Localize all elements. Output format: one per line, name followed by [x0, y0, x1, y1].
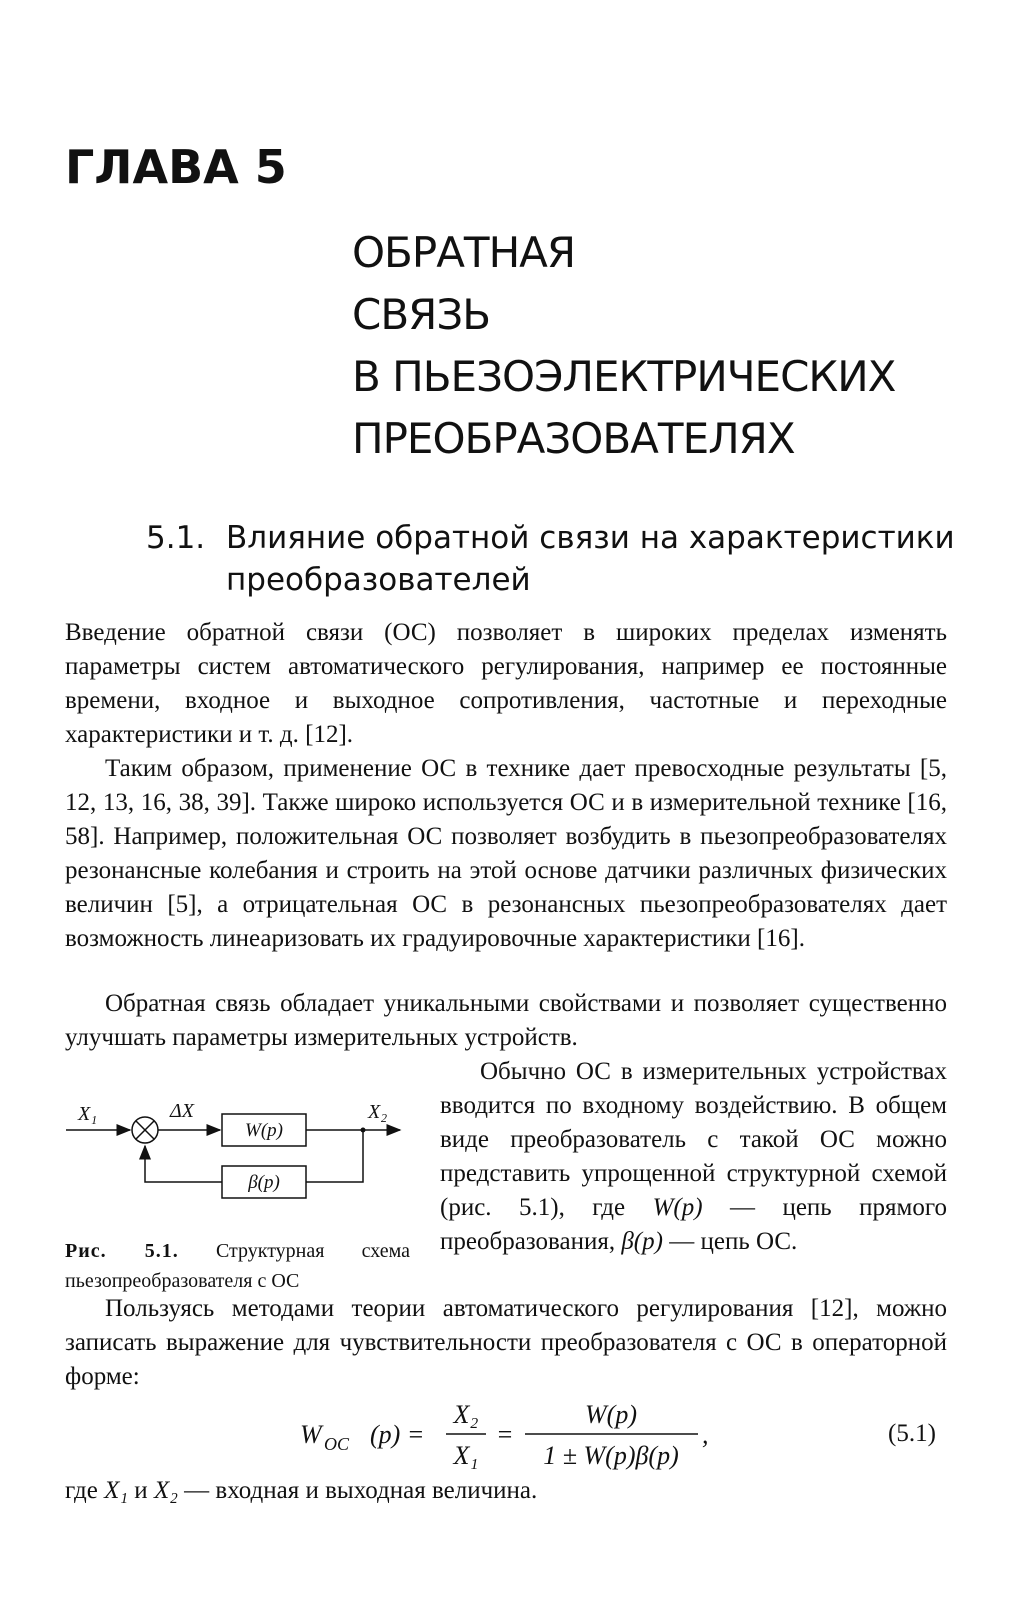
chapter-title-line-3: В ПЬЕЗОЭЛЕКТРИЧЕСКИХ	[352, 352, 896, 401]
output-label: X₂	[368, 1101, 388, 1123]
section-number: 5.1.	[146, 520, 206, 556]
paragraph-4-beta: β(p)	[621, 1228, 663, 1255]
paragraph-4-w: W(p)	[652, 1194, 703, 1221]
chapter-title-line-4: ПРЕОБРАЗОВАТЕЛЯХ	[352, 414, 795, 463]
equation-number: (5.1)	[888, 1420, 936, 1447]
input-label: X₁	[78, 1103, 98, 1125]
formula-eq2: =	[496, 1420, 514, 1449]
formula-tail: ,	[702, 1420, 709, 1449]
paragraph-6	[65, 1474, 947, 1508]
formula-lhs: W	[300, 1420, 322, 1449]
figure-caption-number: Рис. 5.1.	[65, 1240, 179, 1262]
paragraph-6-and: и	[134, 1477, 148, 1504]
chapter-label: ГЛАВА 5	[65, 140, 287, 194]
paragraph-6-x1: X₁	[104, 1477, 129, 1504]
paragraph-5: Пользуясь методами теории автоматического регулирования [12], можно записать выражение для чувствительности преобразователя с ОС в операторной форме:	[65, 1295, 947, 1390]
paragraph-6-text-a: где	[65, 1477, 98, 1504]
formula-lhs-arg: (p) =	[370, 1420, 425, 1449]
paragraph-1: Введение обратной связи (ОС) позволяет в широких пределах изменять параметры систем автоматического регулирования, например ее постоянные времени, входное и выходное сопротивления, частотные и переходные характеристики и т. д. [12].	[65, 619, 947, 748]
feedback-line-right	[306, 1130, 363, 1182]
figure-caption	[65, 1236, 410, 1296]
figure-caption-text: Структурная схема пьезопреобразователя с ОС	[65, 1240, 410, 1292]
paragraph-4-text-c: — цепь ОС.	[669, 1228, 798, 1255]
paragraph-4-text-b: — цепь прямого преобразования,	[440, 1194, 947, 1255]
chapter-title	[352, 222, 895, 470]
forward-block-label: W(p)	[245, 1120, 283, 1141]
formula-lhs-sub: OC	[324, 1434, 350, 1454]
chapter-title-line-1: ОБРАТНАЯ	[352, 228, 576, 277]
chapter-title-line-2: СВЯЗЬ	[352, 290, 491, 339]
section-heading	[146, 517, 1006, 601]
feedback-block-label: β(p)	[248, 1172, 280, 1193]
paragraph-4-text-a: Обычно ОС в измерительных устройствах вводится по входному воздействию. В общем виде преобразователь с такой ОС можно представить упрощенной структурной схемой (рис. 5.1), где	[440, 1058, 947, 1221]
paragraph-4	[440, 1055, 947, 1259]
formula-frac2-num: W(p)	[585, 1400, 637, 1429]
delta-label: ΔX	[170, 1100, 194, 1122]
formula-frac1-num: X₂	[453, 1400, 479, 1429]
formula-5-1	[300, 1398, 950, 1478]
formula-frac1-den: X₁	[453, 1441, 479, 1470]
paragraph-2: Таким образом, применение ОС в технике дает превосходные результаты [5, 12, 13, 16, 38, 39]. Также широко используется ОС и в измерительной технике [16, 58]. Например, положительная ОС позволяет возбудить в пьезопреобразователях резонансные колебания и строить на этой основе датчики различных физических величин [5], а отрицательная ОС в резонансных пьезопреобразователях дает возможность линеаризовать их градуировочные характеристики [16].	[65, 755, 947, 952]
paragraph-6-text-b: — входная и выходная величина.	[184, 1477, 538, 1504]
section-title-line-2: преобразователей	[226, 562, 531, 598]
summing-junction-icon	[132, 1117, 158, 1143]
formula-frac2-den: 1 ± W(p)β(p)	[543, 1441, 679, 1470]
paragraph-6-x2: X₂	[153, 1477, 178, 1504]
section-title-line-1: Влияние обратной связи на характеристики	[226, 520, 955, 556]
block-diagram-figure	[62, 1088, 412, 1218]
paragraph-3: Обратная связь обладает уникальными свойствами и позволяет существенно улучшать параметры измерительных устройств.	[65, 990, 947, 1051]
feedback-line-left	[145, 1146, 222, 1182]
